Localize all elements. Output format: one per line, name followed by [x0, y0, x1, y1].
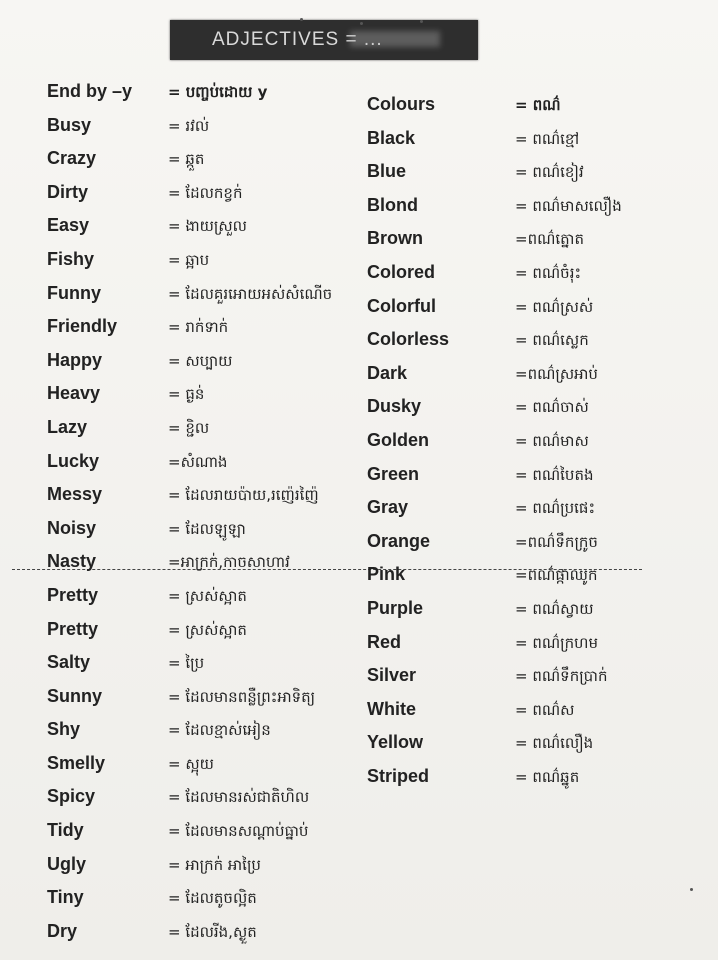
colour-row [367, 598, 667, 632]
adjective-word-en: Dirty [47, 181, 89, 202]
left-heading-en: End by –y [47, 81, 133, 101]
adjective-word-en: Pretty [47, 584, 99, 605]
adjective-row [47, 283, 377, 317]
adjective-word-en: Tiny [47, 887, 84, 908]
adjective-word-kh: =អាក្រក់,កាចសាហាវ [168, 553, 290, 572]
colour-row [367, 430, 667, 464]
speck-dot [360, 22, 363, 25]
adjective-word-en: Pretty [47, 618, 99, 639]
adjective-word-kh: = ដែលខ្មាស់អៀន [168, 721, 271, 740]
colour-row [367, 396, 667, 430]
colour-row [367, 564, 667, 598]
speck-dot [420, 20, 423, 23]
adjective-word-en: Dry [47, 920, 78, 941]
colour-word-kh: =ពណ៌ស្រអាប់ [515, 364, 598, 383]
adjective-row [47, 619, 377, 653]
adjective-word-en: Happy [47, 349, 103, 370]
colour-row [367, 296, 667, 330]
adjective-word-en: Spicy [47, 786, 96, 807]
colour-word-kh: = ពណ៌ខៀវ [515, 163, 584, 182]
colour-word-kh: = ពណ៌ស [515, 700, 575, 719]
adjective-word-kh: =សំណាង [168, 452, 228, 471]
colour-word-kh: =ពណ៌ផ្កាឈូក [515, 566, 598, 585]
left-heading-kh: = បញ្ចប់ដោយ y [168, 83, 268, 101]
title-banner [170, 20, 478, 60]
colour-row [367, 531, 667, 565]
adjective-row [47, 383, 377, 417]
adjective-row [47, 417, 377, 451]
left-heading-row [47, 81, 377, 115]
adjective-word-en: Nasty [47, 551, 97, 572]
colour-row [367, 195, 667, 229]
adjective-row [47, 182, 377, 216]
adjective-row [47, 820, 377, 854]
colour-word-en: Green [367, 463, 420, 484]
colour-word-kh: = ពណ៌បៃតង [515, 465, 594, 484]
colour-row [367, 262, 667, 296]
adjective-word-kh: = រាក់ទាក់ [168, 318, 229, 337]
adjective-word-kh: = ដែលគួរអោយអស់សំណើច [168, 284, 333, 303]
colour-word-en: Dusky [367, 396, 422, 417]
adjective-row [47, 484, 377, 518]
adjective-word-kh: = ប្រៃ [168, 654, 205, 673]
adjective-word-kh: = ឆ្អាប [168, 250, 210, 269]
colour-word-en: Black [367, 127, 416, 148]
colour-word-kh: = ពណ៌ស្រស់ [515, 297, 594, 316]
colour-word-en: Gray [367, 497, 409, 518]
left-column [47, 81, 377, 954]
colour-row [367, 699, 667, 733]
colour-word-en: Golden [367, 429, 429, 450]
adjective-word-kh: = ឆ្កួត [168, 150, 205, 169]
adjective-word-kh: = ខ្ជិល [168, 418, 210, 437]
colour-word-kh: = ពណ៌ឆ្នូត [515, 767, 580, 786]
adjective-word-en: Fishy [47, 248, 95, 269]
colour-word-en: Striped [367, 765, 430, 786]
colour-row [367, 732, 667, 766]
colour-row [367, 128, 667, 162]
adjective-row [47, 786, 377, 820]
right-column [367, 94, 667, 799]
adjective-word-en: Noisy [47, 517, 97, 538]
adjective-word-en: Salty [47, 652, 91, 673]
colour-row [367, 161, 667, 195]
adjective-word-en: Busy [47, 114, 92, 135]
adjective-word-en: Shy [47, 719, 81, 740]
colour-word-en: Colorless [367, 329, 450, 350]
adjective-row [47, 115, 377, 149]
colour-word-en: Blue [367, 161, 407, 182]
colour-word-en: Yellow [367, 732, 424, 753]
colour-word-en: Purple [367, 597, 424, 618]
colour-row [367, 497, 667, 531]
speck-dot [300, 18, 303, 21]
adjective-word-en: Lazy [47, 416, 88, 437]
adjective-word-kh: = ស្រស់ស្អាត [168, 586, 247, 605]
adjective-word-en: Sunny [47, 685, 103, 706]
adjective-word-kh: = ងាយស្រួល [168, 217, 247, 236]
adjective-row [47, 215, 377, 249]
adjective-row [47, 148, 377, 182]
adjective-word-kh: = ស្អុយ [168, 754, 214, 773]
colour-row [367, 329, 667, 363]
right-heading-kh: = ពណ៌ [515, 96, 561, 114]
right-heading-row [367, 94, 667, 128]
adjective-row [47, 753, 377, 787]
colour-row [367, 632, 667, 666]
adjective-word-en: Ugly [47, 853, 87, 874]
adjective-row [47, 551, 377, 585]
adjective-word-en: Easy [47, 215, 90, 236]
adjective-row [47, 719, 377, 753]
colour-word-en: White [367, 698, 416, 719]
adjective-row [47, 921, 377, 955]
adjective-word-kh: = ដែលមានពន្លឺព្រះអាទិត្យ [168, 687, 316, 706]
adjective-row [47, 316, 377, 350]
colour-word-kh: = ពណ៌ស្វាយ [515, 599, 594, 618]
adjective-word-en: Smelly [47, 752, 106, 773]
adjective-word-en: Friendly [47, 316, 118, 337]
colour-word-kh: = ពណ៌ទឹកប្រាក់ [515, 667, 608, 686]
adjective-row [47, 686, 377, 720]
title-smudge [350, 31, 440, 47]
adjective-row [47, 854, 377, 888]
colour-word-kh: = ពណ៌មាសលឿង [515, 196, 622, 215]
colour-word-en: Colored [367, 261, 436, 282]
adjective-word-kh: = ដែលឡូឡា [168, 519, 246, 538]
colour-word-en: Orange [367, 530, 431, 551]
adjective-word-en: Messy [47, 484, 103, 505]
adjective-row [47, 585, 377, 619]
adjective-row [47, 518, 377, 552]
adjective-word-kh: = អាក្រក់ អាប្រៃ [168, 855, 261, 874]
colour-word-en: Colorful [367, 295, 436, 316]
colour-word-kh: = ពណ៌ខ្មៅ [515, 129, 580, 148]
colour-word-en: Dark [367, 362, 408, 383]
colour-word-kh: = ពណ៌ចំរុះ [515, 263, 582, 282]
adjective-row [47, 652, 377, 686]
adjective-row [47, 350, 377, 384]
adjective-word-kh: = រវល់ [168, 116, 210, 135]
colour-row [367, 766, 667, 800]
colour-word-en: Blond [367, 194, 418, 215]
adjective-word-en: Crazy [47, 148, 97, 169]
adjective-word-en: Lucky [47, 450, 100, 471]
colour-word-kh: = ពណ៌ស្លេក [515, 331, 589, 350]
adjective-row [47, 451, 377, 485]
adjective-word-kh: = សប្បាយ [168, 351, 233, 370]
adjective-word-kh: = ដែលរីង,ស្ងួត [168, 922, 257, 941]
colour-word-kh: = ពណ៌ក្រហម [515, 633, 598, 652]
adjective-word-kh: = ដែលកខ្វក់ [168, 183, 243, 202]
speck-dot [690, 888, 693, 891]
adjective-word-en: Heavy [47, 383, 101, 404]
colour-word-kh: = ពណ៌លឿង [515, 734, 594, 753]
adjective-row [47, 887, 377, 921]
colour-word-kh: = ពណ៌មាស [515, 431, 589, 450]
adjective-word-kh: = ដែលតូចល្អិត [168, 889, 257, 908]
page-title: ADJECTIVES = ... [212, 29, 383, 50]
colour-word-en: Pink [367, 564, 406, 585]
colour-row [367, 665, 667, 699]
colour-word-en: Red [367, 631, 402, 652]
colour-row [367, 464, 667, 498]
colour-row [367, 228, 667, 262]
colour-word-en: Silver [367, 665, 417, 686]
adjective-word-kh: = ដែលរាយប៉ាយ,រញ៉េរញ៉ៃ [168, 486, 319, 505]
adjective-row [47, 249, 377, 283]
colour-word-kh: =ពណ៌ត្នោត [515, 230, 584, 249]
adjective-word-kh: = ដែលមានរស់ជាតិហិល [168, 788, 310, 807]
colour-word-kh: = ពណ៌ប្រផេះ [515, 499, 596, 518]
adjective-word-kh: = ដែលមានសណ្តាប់ធ្នាប់ [168, 822, 309, 841]
right-heading-en: Colours [367, 94, 436, 114]
colour-word-kh: =ពណ៌ទឹកក្រូច [515, 532, 598, 551]
adjective-word-kh: = ស្រស់ស្អាត [168, 620, 247, 639]
colour-row [367, 363, 667, 397]
adjective-word-en: Funny [47, 282, 101, 303]
adjective-word-kh: = ធ្ងន់ [168, 385, 205, 404]
colour-word-kh: = ពណ៌ចាស់ [515, 398, 589, 417]
colour-word-en: Brown [367, 228, 423, 249]
adjective-word-en: Tidy [47, 820, 84, 841]
